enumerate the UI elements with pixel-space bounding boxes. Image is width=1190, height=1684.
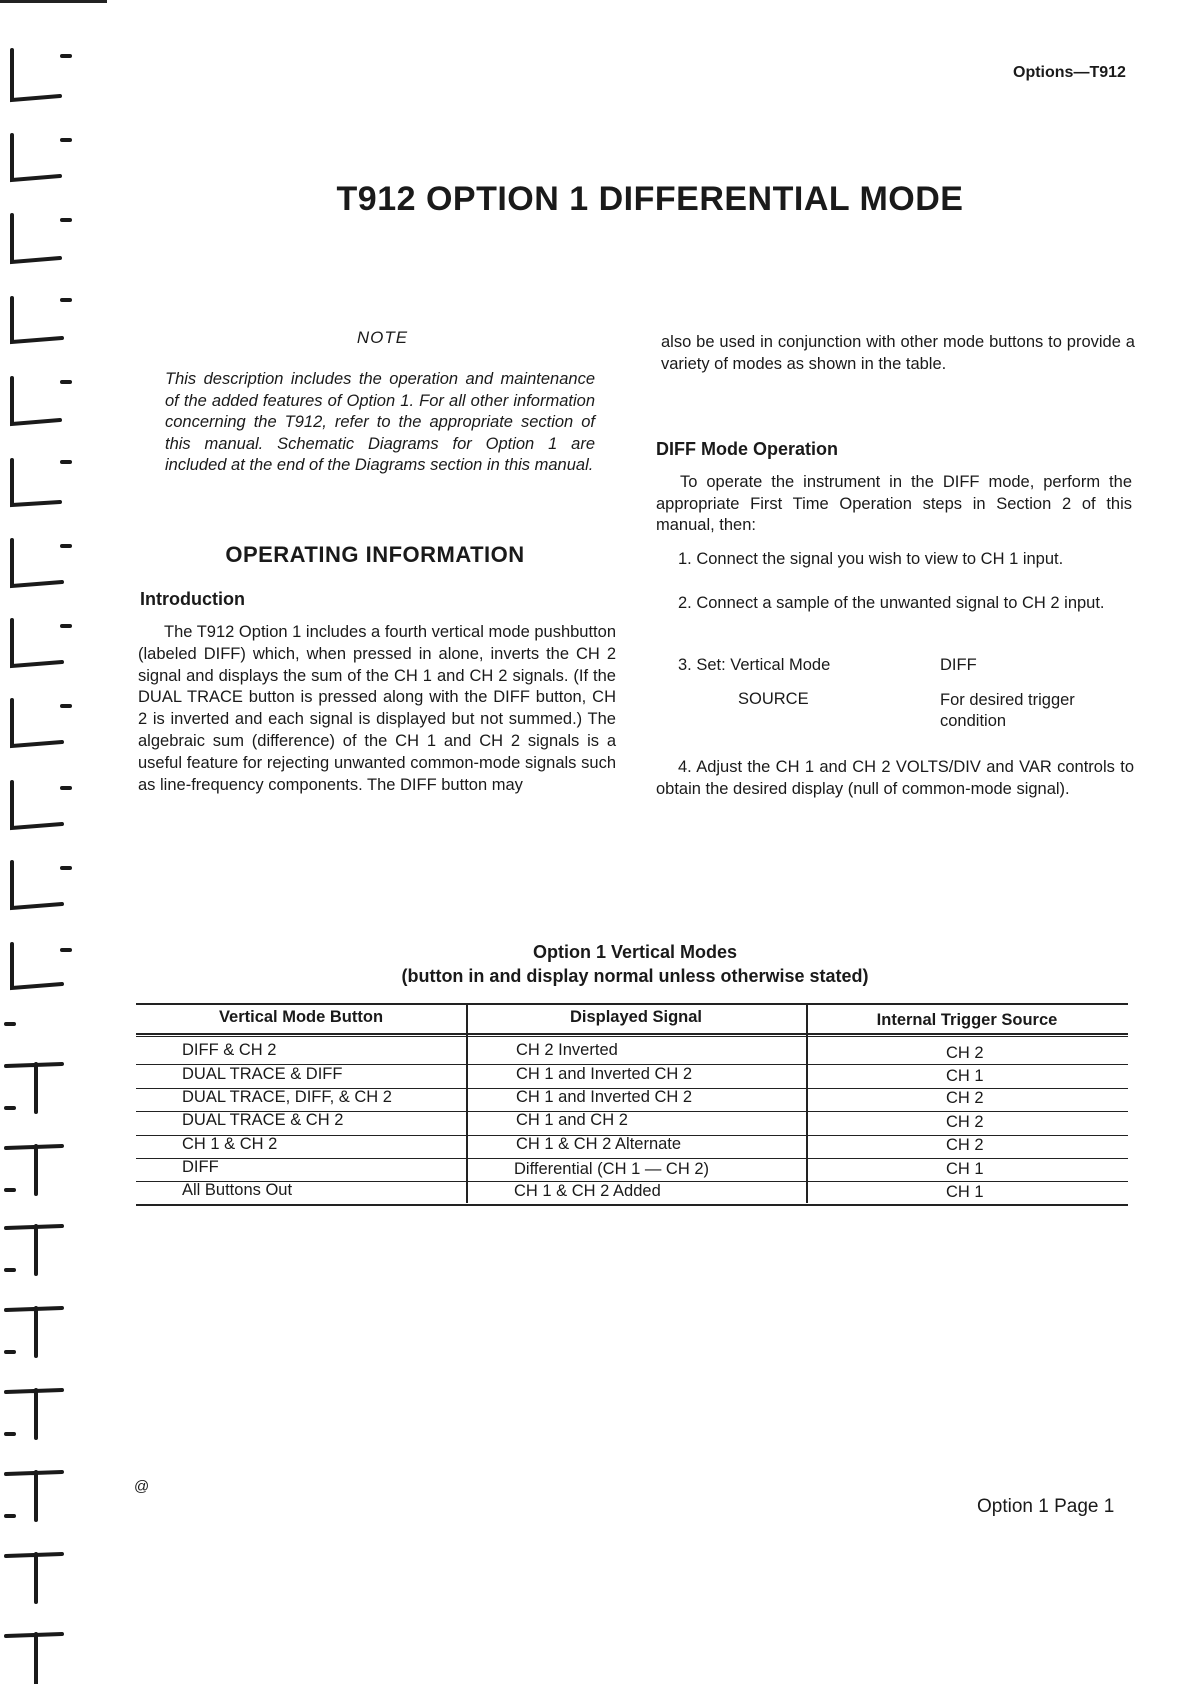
table-header-cell: Vertical Mode Button bbox=[218, 1008, 384, 1026]
table-cell-mode: CH 1 & CH 2 bbox=[182, 1135, 278, 1153]
table-cell-trigger: CH 2 bbox=[946, 1089, 984, 1107]
step-1: 1. Connect the signal you wish to view to CH 1 input. bbox=[678, 550, 1064, 568]
introduction-text: The T912 Option 1 includes a fourth vertical mode pushbutton (labeled DIFF) which, when pressed in alone, inverts the CH 2 signal and displays the sum of the CH 1 and CH 2 signals. (If the DUAL TRACE button is pressed along with the DIFF button, CH 2 is inverted and each signal is displayed but not summed.) The algebraic sum (difference) of the CH 1 and CH 2 signals is a useful feature for rejecting unwanted common-mode signals such as line-frequency components. The DIFF button may bbox=[138, 623, 616, 794]
introduction-continued-text: also be used in conjunction with other mode buttons to provide a variety of modes as shown in the table. bbox=[661, 333, 1135, 373]
introduction-heading: Introduction bbox=[140, 589, 245, 609]
table-header-cell: Internal Trigger Source bbox=[876, 1011, 1058, 1029]
table-cell-signal: CH 2 Inverted bbox=[516, 1041, 618, 1059]
step-4: 4. Adjust the CH 1 and CH 2 VOLTS/DIV and VAR controls to obtain the desired display (null of common-mode signal). bbox=[656, 758, 1134, 798]
running-head: Options—T912 bbox=[1013, 64, 1126, 81]
table-cell-mode: DIFF & CH 2 bbox=[182, 1041, 277, 1059]
table-cell-mode: All Buttons Out bbox=[182, 1181, 293, 1199]
table-cell-trigger: CH 2 bbox=[946, 1113, 984, 1131]
table-row bbox=[136, 1158, 1128, 1181]
table-cell-trigger: CH 2 bbox=[946, 1044, 984, 1062]
page-title: T912 OPTION 1 DIFFERENTIAL MODE bbox=[336, 180, 964, 218]
table-cell-mode: DIFF bbox=[182, 1158, 219, 1176]
table-cell-trigger: CH 1 bbox=[946, 1183, 984, 1201]
table-header-row bbox=[136, 1003, 1128, 1033]
table-row bbox=[136, 1088, 1128, 1111]
page-number: Option 1 Page 1 bbox=[977, 1496, 1115, 1517]
table-cell-signal: CH 1 and Inverted CH 2 bbox=[516, 1065, 693, 1083]
table-header-rule bbox=[136, 1033, 1128, 1035]
binding-margin-marks bbox=[0, 0, 95, 1684]
table-cell-signal: CH 1 & CH 2 Alternate bbox=[516, 1135, 682, 1153]
table-cell-trigger: CH 1 bbox=[946, 1160, 984, 1178]
table-header-cell: Displayed Signal bbox=[569, 1008, 703, 1026]
table-cell-mode: DUAL TRACE, DIFF, & CH 2 bbox=[182, 1088, 392, 1106]
table-cell-signal: CH 1 and CH 2 bbox=[516, 1111, 628, 1129]
table-cell-trigger: CH 2 bbox=[946, 1136, 984, 1154]
source-value: For desired trigger condition bbox=[940, 691, 1075, 730]
table-cell-trigger: CH 1 bbox=[946, 1067, 984, 1085]
table-cell-signal: CH 1 & CH 2 Added bbox=[514, 1182, 661, 1200]
table-title-block bbox=[360, 940, 910, 988]
table-row bbox=[136, 1135, 1128, 1158]
table-title: Option 1 Vertical Modes bbox=[532, 942, 738, 962]
table-row bbox=[136, 1040, 1128, 1063]
table-header-rule-2 bbox=[136, 1036, 1128, 1037]
table-row bbox=[136, 1181, 1128, 1204]
diff-mode-intro: To operate the instrument in the DIFF mode, perform the appropriate First Time Operation steps in Section 2 of this manual, then: bbox=[656, 473, 1132, 534]
step-3-value: DIFF bbox=[940, 656, 977, 674]
footer-mark: @ bbox=[134, 1478, 150, 1495]
source-label: SOURCE bbox=[738, 690, 809, 708]
note-label: NOTE bbox=[356, 328, 409, 347]
note-text: This description includes the operation and maintenance of the added features of Option 1. For all other information concerning the T912, refer to the appropriate section of this manual. Schematic Diagrams for Option 1 are included at the end of the Diagrams section in this manual. bbox=[165, 370, 595, 474]
table-cell-signal: CH 1 and Inverted CH 2 bbox=[516, 1088, 693, 1106]
step-2: 2. Connect a sample of the unwanted signal to CH 2 input. bbox=[678, 594, 1105, 612]
table-row bbox=[136, 1064, 1128, 1087]
diff-mode-heading: DIFF Mode Operation bbox=[656, 439, 838, 459]
operating-information-heading: OPERATING INFORMATION bbox=[225, 542, 525, 567]
table-cell-mode: DUAL TRACE & CH 2 bbox=[182, 1111, 344, 1129]
table-row bbox=[136, 1111, 1128, 1134]
table-subtitle: (button in and display normal unless otherwise stated) bbox=[401, 966, 869, 986]
table-cell-signal: Differential (CH 1 — CH 2) bbox=[514, 1160, 709, 1178]
step-3-label: 3. Set: Vertical Mode bbox=[678, 656, 831, 674]
table-cell-mode: DUAL TRACE & DIFF bbox=[182, 1065, 343, 1083]
table-bottom-rule bbox=[136, 1204, 1128, 1206]
